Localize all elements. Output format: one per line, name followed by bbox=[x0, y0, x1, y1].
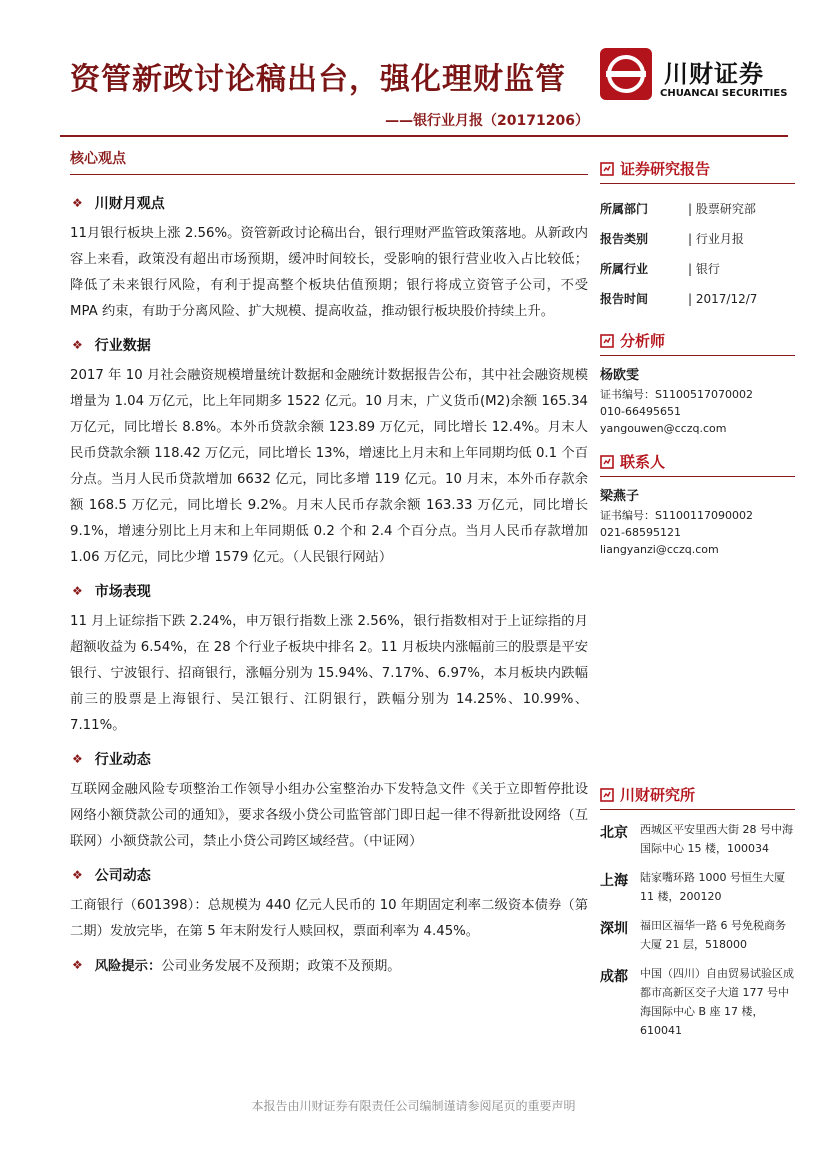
logo-english-name: CHUANCAI SECURITIES bbox=[660, 88, 788, 99]
sidebar-heading-contact bbox=[600, 451, 795, 477]
section-heading-text: 行业数据 bbox=[94, 338, 151, 354]
section-heading-industry-data bbox=[72, 335, 588, 355]
meta-value: | 银行 bbox=[688, 262, 720, 276]
risk-warning bbox=[70, 955, 588, 974]
office-city: 深圳 bbox=[600, 921, 628, 937]
meta-row-report-date bbox=[600, 284, 795, 314]
risk-label: 风险提示： bbox=[94, 959, 162, 974]
section-paragraph: 2017 年 10 月社会融资规模增量统计数据和金融统计数据报告公布，其中社会融资规模增量为 1.04 万亿元，比上年同期多 1522 亿元。10 月末，广义货币(M2)余额 165.34 万亿元，同比增长 8.8%。本外币贷款余额 123.89 万亿元，同比增长 12.4%。月末人民币贷款余额 118.42 万亿元，同比增长 13%，增速比上月末和上年同期均低 0.1 个百分点。当月人民币贷款增加 6632 亿元，同比多增 119 亿元。10 月末，本外币存款余额 168.5 万亿元，同比增长 9.2%。月末人民币存款余额 163.33 万亿元，同比增长 9.1%，增速分别比上月末和上年同期低 0.2 个和 2.4 个百分点。当月人民币存款增加 1.06 万亿元，同比少增 1579 亿元。（人民银行网站） bbox=[70, 368, 588, 565]
report-subtitle: ——银行业月报（20171206） bbox=[385, 113, 589, 129]
section-paragraph: 11月银行板块上涨 2.56%。资管新政讨论稿出台，银行理财严监管政策落地。从新政内容上来看，政策没有超出市场预期，缓冲时间较长，受影响的银行营业收入占比较低；降低了未来银行风险，有利于提高整个板块估值预期；银行将成立资管子公司，不受 MPA 约束，有助于分离风险、扩大规模、提高收益，推动银行板块股价持续上升。 bbox=[70, 226, 588, 319]
sidebar-heading-text: 联系人 bbox=[620, 453, 666, 471]
diamond-bullet-icon: ❖ bbox=[72, 752, 83, 766]
contact-icon bbox=[600, 455, 614, 469]
core-views-title: 核心观点 bbox=[70, 148, 588, 175]
section-heading-text: 行业动态 bbox=[94, 752, 151, 768]
sidebar bbox=[600, 158, 795, 558]
diamond-bullet-icon: ❖ bbox=[72, 196, 83, 210]
logo-mark-icon bbox=[600, 48, 652, 100]
company-logo bbox=[600, 48, 800, 108]
meta-row-report-type bbox=[600, 224, 795, 254]
sidebar-heading-analyst bbox=[600, 330, 795, 356]
office-address: 福田区福华一路 6 号免税商务大厦 21 层，518000 bbox=[640, 919, 786, 951]
meta-key: 所属行业 bbox=[600, 262, 649, 276]
section-heading-text: 川财月观点 bbox=[94, 196, 165, 212]
diamond-bullet-icon: ❖ bbox=[72, 957, 83, 972]
logo-chinese-name: 川财证券 bbox=[664, 60, 764, 88]
meta-key: 所属部门 bbox=[600, 202, 649, 216]
diamond-bullet-icon: ❖ bbox=[72, 584, 83, 598]
office-shenzhen bbox=[600, 916, 795, 954]
meta-key: 报告时间 bbox=[600, 292, 649, 306]
meta-row-department bbox=[600, 194, 795, 224]
office-city: 北京 bbox=[600, 825, 628, 841]
report-title: 资管新政讨论稿出台，强化理财监管 bbox=[70, 62, 566, 97]
contact-name: 梁燕子 bbox=[600, 489, 640, 504]
office-beijing bbox=[600, 820, 795, 858]
sidebar-heading-text: 川财研究所 bbox=[620, 786, 696, 804]
diamond-bullet-icon: ❖ bbox=[72, 338, 83, 352]
diamond-bullet-icon: ❖ bbox=[72, 868, 83, 882]
sidebar-heading-institute bbox=[600, 784, 795, 810]
section-heading-monthly-view bbox=[72, 193, 588, 213]
analyst-icon bbox=[600, 334, 614, 348]
institute-icon bbox=[600, 788, 614, 802]
contact-email[interactable]: liangyanzi@cczq.com bbox=[600, 543, 719, 556]
report-icon bbox=[600, 162, 614, 176]
office-city: 成都 bbox=[600, 969, 628, 985]
risk-text: 公司业务发展不及预期；政策不及预期。 bbox=[161, 959, 401, 974]
footer-disclaimer: 本报告由川财证券有限责任公司编制谨请参阅尾页的重要声明 bbox=[251, 1099, 576, 1113]
section-heading-industry-news bbox=[72, 749, 588, 769]
analyst-name: 杨欧雯 bbox=[600, 368, 640, 383]
section-heading-market-performance bbox=[72, 581, 588, 601]
office-address: 西城区平安里西大街 28 号中海国际中心 15 楼，100034 bbox=[640, 823, 793, 855]
meta-row-industry bbox=[600, 254, 795, 284]
section-paragraph: 11 月上证综指下跌 2.24%，申万银行指数上涨 2.56%，银行指数相对于上证综指的月超额收益为 6.54%，在 28 个行业子板块中排名 2。11 月板块内涨幅前三的股票是平安银行、宁波银行、招商银行，涨幅分别为 15.94%、7.17%、6.97%，本月板块内跌幅前三的股票是上海银行、吴江银行、江阴银行，跌幅分别为 14.25%、10.99%、7.11%。 bbox=[70, 614, 588, 733]
meta-value: | 2017/12/7 bbox=[688, 292, 758, 306]
office-address: 中国（四川）自由贸易试验区成都市高新区交子大道 177 号中海国际中心 B 座 17 楼，610041 bbox=[640, 967, 794, 1037]
contact-cert: 证书编号：S1100117090002 bbox=[600, 509, 753, 522]
office-chengdu bbox=[600, 964, 795, 1040]
analyst-email[interactable]: yangouwen@cczq.com bbox=[600, 422, 727, 435]
sidebar-heading-text: 分析师 bbox=[620, 332, 666, 350]
institute-block bbox=[600, 784, 795, 1040]
sidebar-heading-report bbox=[600, 158, 795, 184]
office-address: 陆家嘴环路 1000 号恒生大厦 11 楼，200120 bbox=[640, 871, 785, 903]
contact-phone: 021-68595121 bbox=[600, 526, 681, 539]
section-heading-text: 市场表现 bbox=[94, 584, 151, 600]
office-shanghai bbox=[600, 868, 795, 906]
meta-value: | 股票研究部 bbox=[688, 202, 756, 216]
main-content bbox=[70, 148, 588, 974]
analyst-cert: 证书编号：S1100517070002 bbox=[600, 388, 753, 401]
section-paragraph: 互联网金融风险专项整治工作领导小组办公室整治办下发特急文件《关于立即暂停批设网络小额贷款公司的通知》，要求各级小贷公司监管部门即日起一律不得新批设网络（互联网）小额贷款公司，禁止小贷公司跨区域经营。（中证网） bbox=[70, 782, 588, 849]
section-paragraph: 工商银行（601398）：总规模为 440 亿元人民币的 10 年期固定利率二级资本债券（第二期）发放完毕，在第 5 年末附发行人赎回权，票面利率为 4.45%。 bbox=[70, 898, 588, 939]
meta-key: 报告类别 bbox=[600, 232, 649, 246]
analyst-phone: 010-66495651 bbox=[600, 405, 681, 418]
sidebar-heading-text: 证券研究报告 bbox=[620, 160, 711, 178]
section-heading-text: 公司动态 bbox=[94, 868, 151, 884]
section-heading-company-news bbox=[72, 865, 588, 885]
meta-value: | 行业月报 bbox=[688, 232, 744, 246]
header-divider bbox=[60, 135, 788, 137]
office-city: 上海 bbox=[600, 873, 628, 889]
